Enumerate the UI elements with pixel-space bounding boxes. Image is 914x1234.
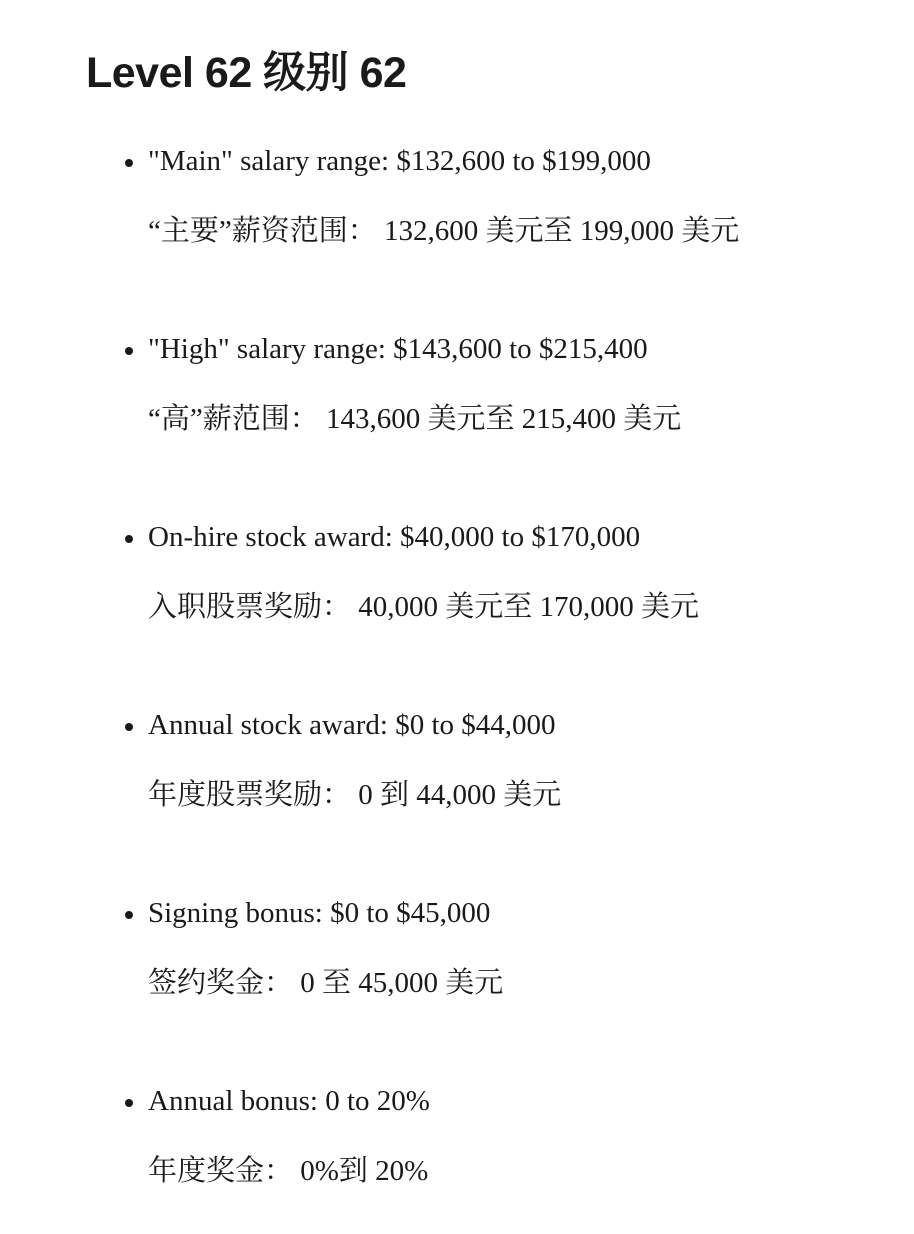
list-item-onhire-stock <box>86 517 890 627</box>
item-text-en: Annual bonus: 0 to 20% <box>148 1085 430 1117</box>
bullet-icon <box>125 723 133 731</box>
item-text-zh: 签约奖金： 0 至 45,000 美元 <box>148 967 504 999</box>
bullet-icon <box>125 1099 133 1107</box>
list-item-annual-bonus <box>86 1081 890 1191</box>
page-title: Level 62 级别 62 <box>86 49 407 97</box>
bullet-icon <box>125 159 133 167</box>
list-item-main-salary <box>86 141 890 251</box>
item-text-zh: 入职股票奖励： 40,000 美元至 170,000 美元 <box>148 591 700 623</box>
item-text-en: "High" salary range: $143,600 to $215,400 <box>148 333 648 365</box>
bullet-icon <box>125 535 133 543</box>
item-text-en: On-hire stock award: $40,000 to $170,000 <box>148 521 641 553</box>
item-text-zh: 年度股票奖励： 0 到 44,000 美元 <box>148 779 562 811</box>
bullet-icon <box>125 911 133 919</box>
item-text-zh: “主要”薪资范围： 132,600 美元至 199,000 美元 <box>148 215 740 247</box>
list-item-signing-bonus <box>86 893 890 1003</box>
item-text-en: Annual stock award: $0 to $44,000 <box>148 709 556 741</box>
compensation-list <box>86 141 890 1191</box>
list-item-annual-stock <box>86 705 890 815</box>
item-text-en: Signing bonus: $0 to $45,000 <box>148 897 491 929</box>
list-item-high-salary <box>86 329 890 439</box>
bullet-icon <box>125 347 133 355</box>
item-text-zh: “高”薪范围： 143,600 美元至 215,400 美元 <box>148 403 682 435</box>
item-text-zh: 年度奖金： 0%到 20% <box>148 1155 429 1187</box>
item-text-en: "Main" salary range: $132,600 to $199,000 <box>148 145 651 177</box>
